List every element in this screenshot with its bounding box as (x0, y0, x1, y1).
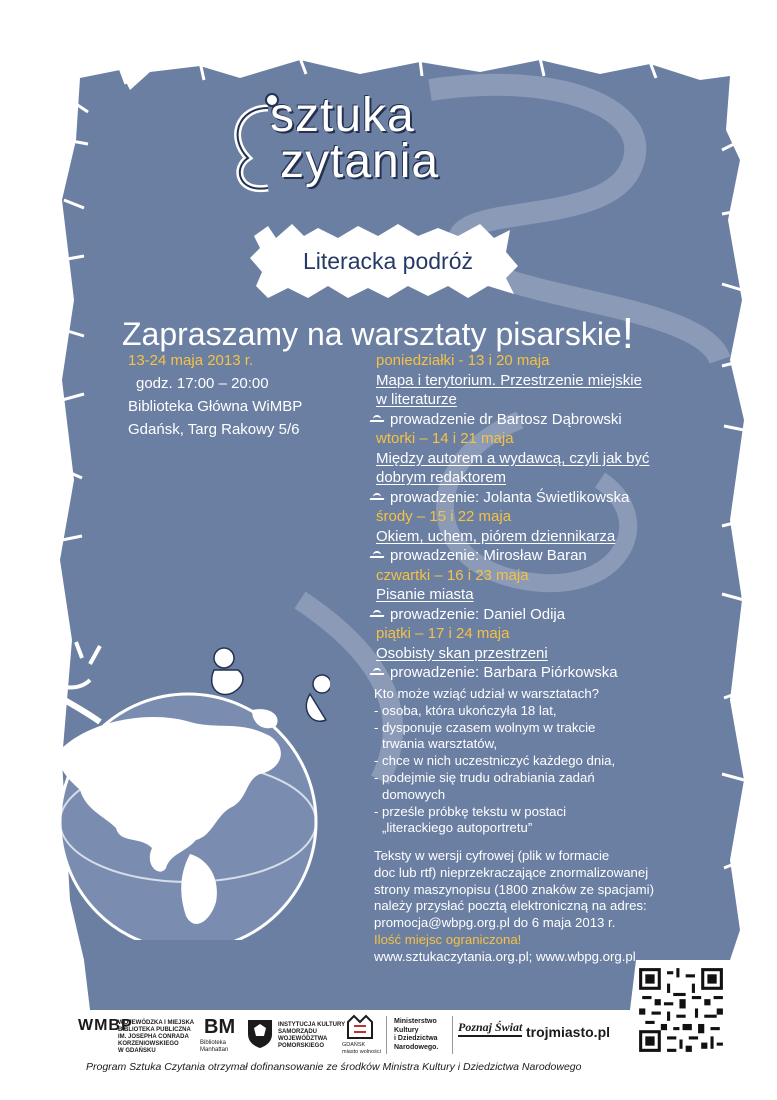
eligibility-line: trwania warsztatów, (382, 736, 498, 752)
eligibility-question: Kto może wziąć udział w warsztatach? (374, 686, 600, 701)
headline-text: Zapraszamy na warsztaty pisarskie (122, 316, 622, 352)
limited-seats-notice: Ilość miejsc ograniczona! (374, 931, 522, 947)
workshop-leader: prowadzenie: Barbara Piórkowska (370, 663, 736, 683)
wimbp-logo (78, 1017, 133, 1034)
submission-line: należy przysłać pocztą elektroniczną na adres: (374, 898, 647, 914)
eligibility-line: domowych (382, 786, 446, 802)
gdansk-line: GDAŃSK (342, 1042, 366, 1048)
workshop-day: środy – 15 i 22 maja (376, 508, 512, 525)
websites-link[interactable]: www.sztukaczytania.org.pl; www.wbpg.org.pl (374, 948, 636, 964)
samorzad-line: INSTYTUCJA KULTURY (278, 1022, 346, 1028)
workshop-title: Osobisty skan przestrzeni (376, 644, 548, 662)
eligibility-line: - chce w nich uczestniczyć każdego dnia, (374, 753, 616, 769)
submission-line: strony maszynopisu (1800 znaków ze spacjami) (374, 881, 654, 897)
ministry-line: Narodowego. (394, 1043, 439, 1051)
workshop-day: wtorki – 14 i 21 maja (376, 430, 514, 447)
headline-exclamation: ! (621, 309, 634, 358)
workshop-day: czwartki – 16 i 23 maja (376, 566, 529, 584)
ministry-name (394, 1018, 438, 1052)
event-address: Gdańsk, Targ Rakowy 5/6 (128, 421, 300, 438)
gdansk-name (342, 1042, 381, 1056)
divider (452, 1016, 453, 1054)
ministry-line: Ministerstwo (394, 1018, 437, 1025)
workshop-title: Okiem, uchem, piórem dziennikarza (376, 527, 616, 545)
ministry-line: i Dziedzictwa (394, 1035, 438, 1042)
workshop-item (376, 507, 736, 566)
wimbp-line: KORZENIOWSKIEGO (118, 1041, 179, 1047)
samorzad-name (278, 1022, 345, 1050)
samorzad-line: SAMORZĄDU (278, 1029, 317, 1035)
workshop-item (376, 429, 736, 507)
logo-word-czytania: zytania (280, 135, 440, 188)
pomorskie-crest-icon (246, 1018, 274, 1048)
subtitle-text: Literacka podróż (302, 247, 474, 274)
submission-email-line[interactable]: promocja@wbpg.org.pl do 6 maja 2013 r. (374, 915, 616, 931)
manhattan-name (200, 1040, 228, 1054)
manhattan-mark: BM (204, 1016, 236, 1038)
submission-section (374, 848, 704, 966)
workshop-day: poniedziałki - 13 i 20 maja (376, 352, 550, 369)
wimbp-name (118, 1020, 194, 1055)
subtitle-banner (248, 222, 518, 300)
workshop-schedule (376, 351, 736, 683)
eligibility-line: „literackiego autoportretu” (382, 820, 533, 836)
manhattan-line: Biblioteka (200, 1040, 227, 1046)
workshop-leader: prowadzenie: Jolanta Świetlikowska (370, 488, 736, 508)
workshop-leader: prowadzenie dr Bartosz Dąbrowski (370, 410, 736, 430)
samorzad-line: WOJEWÓDZTWA (278, 1036, 328, 1042)
workshop-title: w literaturze (376, 391, 457, 408)
workshop-item (376, 624, 736, 683)
workshop-title: dobrym redaktorem (376, 469, 507, 486)
workshop-title: Mapa i terytorium. Przestrzenie miejskie (376, 371, 642, 389)
submission-line: Teksty w wersji cyfrowej (plik w formacie (374, 848, 610, 863)
poznaj-swiat-logo: Poznaj Świat (458, 1020, 522, 1037)
gdansk-crest-icon (344, 1014, 378, 1040)
workshop-title: Pisanie miasta (376, 586, 474, 603)
globe-illustration (20, 640, 330, 940)
event-venue: Biblioteka Główna WiMBP (128, 398, 303, 415)
wimbp-line: BIBLIOTEKA PUBLICZNA (118, 1027, 191, 1033)
wimbp-line: IM. JOSEPHA CONRADA (118, 1034, 189, 1040)
samorzad-line: POMORSKIEGO (278, 1043, 325, 1049)
eligibility-line: - podejmie się trudu odrabiania zadań (374, 769, 595, 785)
workshop-leader: prowadzenie: Mirosław Baran (370, 546, 736, 566)
event-dates: 13-24 maja 2013 r. (128, 352, 254, 369)
eligibility-line: - osoba, która ukończyła 18 lat, (374, 702, 557, 718)
workshop-item (376, 566, 736, 625)
trojmiasto-logo: trojmiasto.pl (526, 1024, 611, 1040)
qr-code[interactable] (636, 965, 726, 1055)
divider (386, 1016, 387, 1054)
wimbp-line: W GDAŃSKU (118, 1048, 156, 1054)
sponsor-logos (70, 1012, 630, 1062)
gdansk-line: miasto wolności (342, 1049, 381, 1055)
eligibility-line: - prześle próbkę tekstu w postaci (374, 803, 567, 819)
eligibility-line: - dysponuje czasem wolnym w trakcie (374, 719, 596, 735)
sztuka-czytania-logo (232, 88, 562, 198)
event-hours: godz. 17:00 – 20:00 (136, 375, 269, 392)
logo-word-sztuka: sztuka (270, 89, 415, 142)
eligibility-section (374, 686, 704, 837)
funding-footer: Program Sztuka Czytania otrzymał dofinansowanie ze środków Ministra Kultury i Dziedzictwa Narodowego (86, 1061, 582, 1073)
manhattan-line: Manhattan (200, 1047, 229, 1053)
event-details (128, 349, 348, 441)
ministry-line: Kultury (394, 1026, 419, 1034)
submission-line: doc lub rtf) nieprzekraczające znormalizowanej (374, 864, 649, 880)
wimbp-line: WOJEWÓDZKA I MIEJSKA (118, 1020, 195, 1026)
workshop-title: Między autorem a wydawcą, czyli jak być (376, 449, 650, 467)
workshop-leader: prowadzenie: Daniel Odija (370, 605, 736, 625)
workshop-day: piątki – 17 i 24 maja (376, 625, 510, 642)
workshop-item (376, 351, 736, 429)
wimbp-mark: WMBP (78, 1017, 133, 1034)
